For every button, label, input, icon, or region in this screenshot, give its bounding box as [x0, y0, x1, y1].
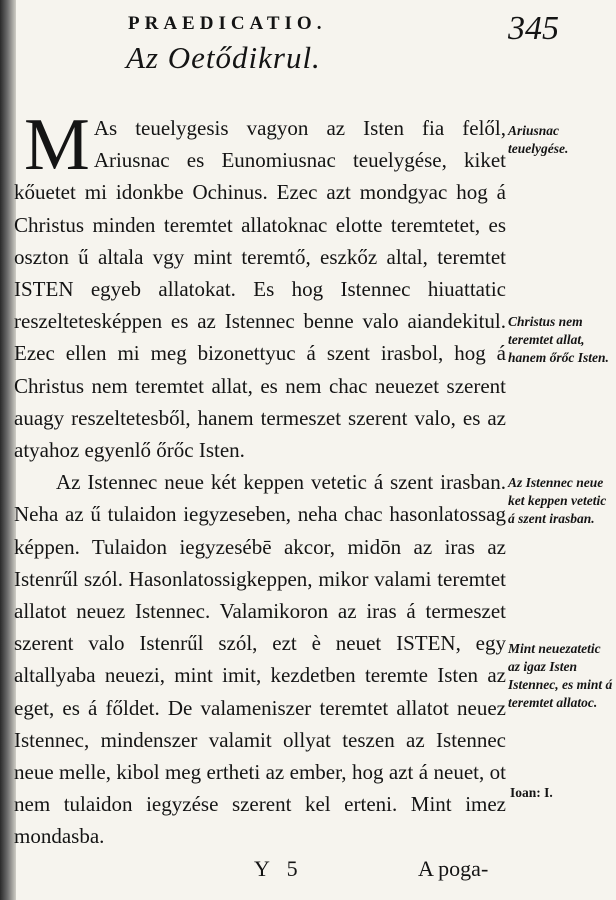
paragraph-1: [14, 104, 506, 466]
margin-note-3: Az Istennec neue ket keppen vetetic á szent irasban.: [508, 475, 607, 526]
paragraph-1-text: As teuelygesis vagyon az Isten fia felől, Ariusnac es Eunomiusnac teuelygése, kiket kőuetet mi idonkbe Ochinus. Ezec azt mondgyac hog á Christus minden teremtet allatoknac elotte teremtetet, es oszton ű altala vgy mint teremtő, eszkőz altal, teremtet ISTEN egyeb allatokat. Es hog Istennec hiuattatic reszeltetesképpen es az Istennec benne valo aiandekitul. Ezec ellen mi meg bizonettyuc á szent irasbol, hog á Christus nem teremtet allat, es nem chac neuezet szerent auagy reszeltetesből, hanem termeszet szerent valo, es az atyahoz egyenlő őrőc Isten.: [14, 116, 506, 463]
margin-note-4: Mint neuezatetic az igaz Isten Istennec, es mint á teremtet allatoc.: [508, 641, 613, 710]
margin-note-2: Christus nem teremtet allat, hanem őrőc Isten.: [508, 314, 609, 365]
margin-note-5: Ioan: I.: [510, 785, 553, 800]
page-footer: [14, 856, 506, 892]
catchword: A poga-: [418, 856, 489, 881]
main-text-column: [14, 104, 506, 853]
page-number: 345: [508, 10, 559, 47]
running-head: PRAEDICATIO.: [128, 13, 327, 34]
signature-mark: Y 5: [254, 856, 304, 881]
margin-note-1: Ariusnac teuelygése.: [508, 123, 569, 156]
paragraph-2: Az Istennec neue két keppen vetetic á szent irasban. Neha az ű tulaidon iegyzeseben, neha chac hasonlatossag képpen. Tulaidon iegyzesébē akcor, midōn az iras az Istenrűl szól. Hasonlatossigkeppen, mikor valami teremtet allatot neuez Istennec. Valamikoron az iras á termeszet szerent valo Istenrűl szól, ezt è neuet ISTEN, egy altallyaba neuezi, mint imit, kezdetben teremte Isten az eget, es á főldet. De valameniszer teremtet allatot neuez Istennec, mindenszer valamit ollyat teszen az Istennec neue melle, kibol meg ertheti az ember, hog azt á neuet, ot nem tulaidon iegyzése szerent kel erteni. Mint imez mondasba.: [14, 470, 506, 849]
drop-cap: M: [24, 104, 90, 186]
section-title: Az Oetődikrul.: [126, 40, 321, 75]
